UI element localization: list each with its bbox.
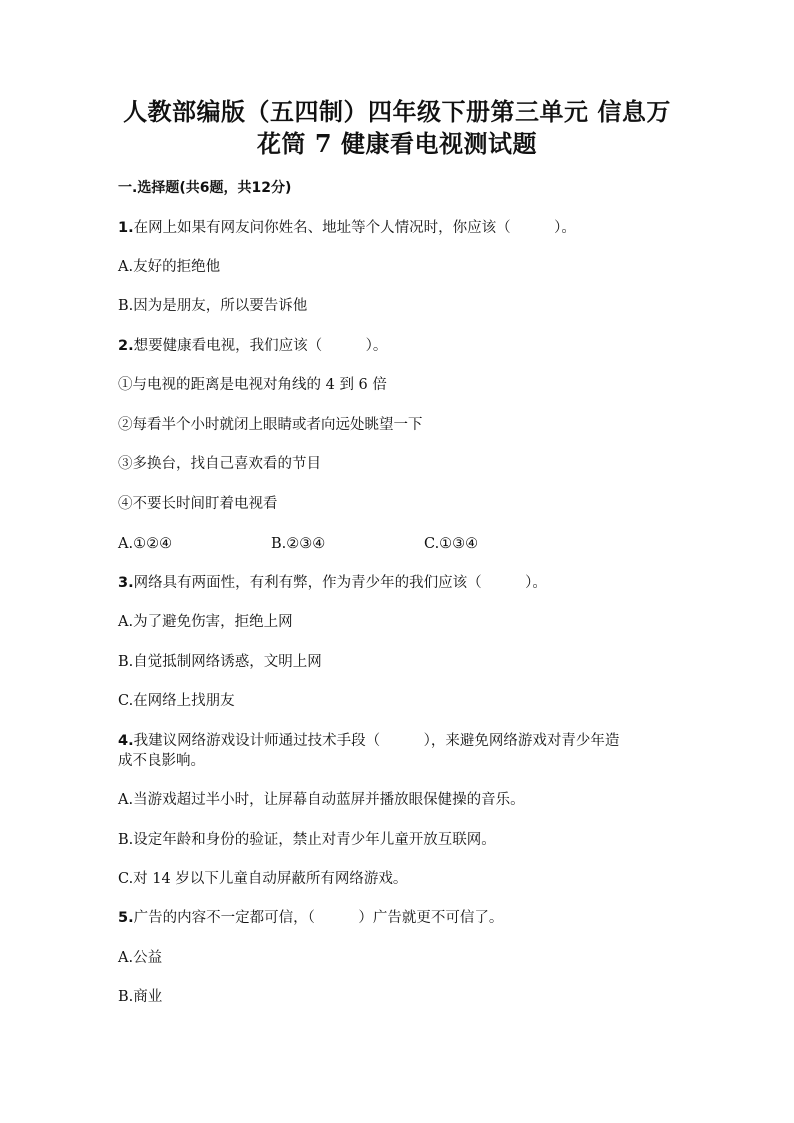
question-text: 想要健康看电视，我们应该（ ）。 bbox=[133, 338, 388, 354]
question-text: 在网上如果有网友问你姓名、地址等个人情况时，你应该（ ）。 bbox=[133, 220, 576, 236]
question-number: 3. bbox=[118, 575, 134, 591]
question-1-option-b: B.因为是朋友，所以要告诉他 bbox=[118, 298, 308, 314]
question-2 bbox=[118, 336, 387, 356]
question-number: 1. bbox=[118, 220, 134, 236]
question-2-option-c: C.①③④ bbox=[424, 536, 479, 552]
question-number: 5. bbox=[118, 910, 134, 926]
question-4-option-c: C.对 14 岁以下儿童自动屏蔽所有网络游戏。 bbox=[118, 871, 408, 887]
section-heading: 一.选择题(共6题，共12分) bbox=[118, 180, 292, 196]
question-5 bbox=[118, 908, 503, 928]
document-title-line-1: 人教部编版（五四制）四年级下册第三单元 信息万 bbox=[123, 97, 671, 126]
question-3-option-c: C.在网络上找朋友 bbox=[118, 693, 235, 709]
question-5-option-a: A.公益 bbox=[118, 950, 163, 966]
question-number: 2. bbox=[118, 338, 134, 354]
question-text: 广告的内容不一定都可信，（ ）广告就更不可信了。 bbox=[133, 910, 504, 926]
question-3-option-a: A.为了避免伤害，拒绝上网 bbox=[118, 614, 293, 630]
question-2-option-b: B.②③④ bbox=[271, 536, 326, 552]
question-1 bbox=[118, 218, 576, 238]
question-3 bbox=[118, 573, 547, 593]
question-1-option-a: A.友好的拒绝他 bbox=[118, 259, 221, 275]
question-number: 4. bbox=[118, 733, 134, 749]
question-2-statement-4: ④不要长时间盯着电视看 bbox=[118, 496, 278, 512]
question-3-option-b: B.自觉抵制网络诱惑，文明上网 bbox=[118, 654, 322, 670]
question-2-option-a: A.①②④ bbox=[118, 536, 173, 552]
question-2-statement-2: ②每看半个小时就闭上眼睛或者向远处眺望一下 bbox=[118, 417, 423, 433]
question-4-option-b: B.设定年龄和身份的验证，禁止对青少年儿童开放互联网。 bbox=[118, 832, 496, 848]
question-text: 网络具有两面性，有利有弊，作为青少年的我们应该（ ）。 bbox=[133, 575, 547, 591]
question-4 bbox=[118, 731, 619, 751]
question-text-line-1: 我建议网络游戏设计师通过技术手段（ ），来避免网络游戏对青少年造 bbox=[133, 733, 620, 749]
question-4-option-a: A.当游戏超过半小时，让屏幕自动蓝屏并播放眼保健操的音乐。 bbox=[118, 792, 525, 808]
question-2-statement-1: ①与电视的距离是电视对角线的 4 到 6 倍 bbox=[118, 377, 387, 393]
question-4-continuation: 成不良影响。 bbox=[118, 753, 205, 769]
document-title-line-2: 花筒 7 健康看电视测试题 bbox=[257, 129, 537, 158]
question-2-statement-3: ③多换台，找自己喜欢看的节目 bbox=[118, 456, 321, 472]
question-5-option-b: B.商业 bbox=[118, 989, 163, 1005]
